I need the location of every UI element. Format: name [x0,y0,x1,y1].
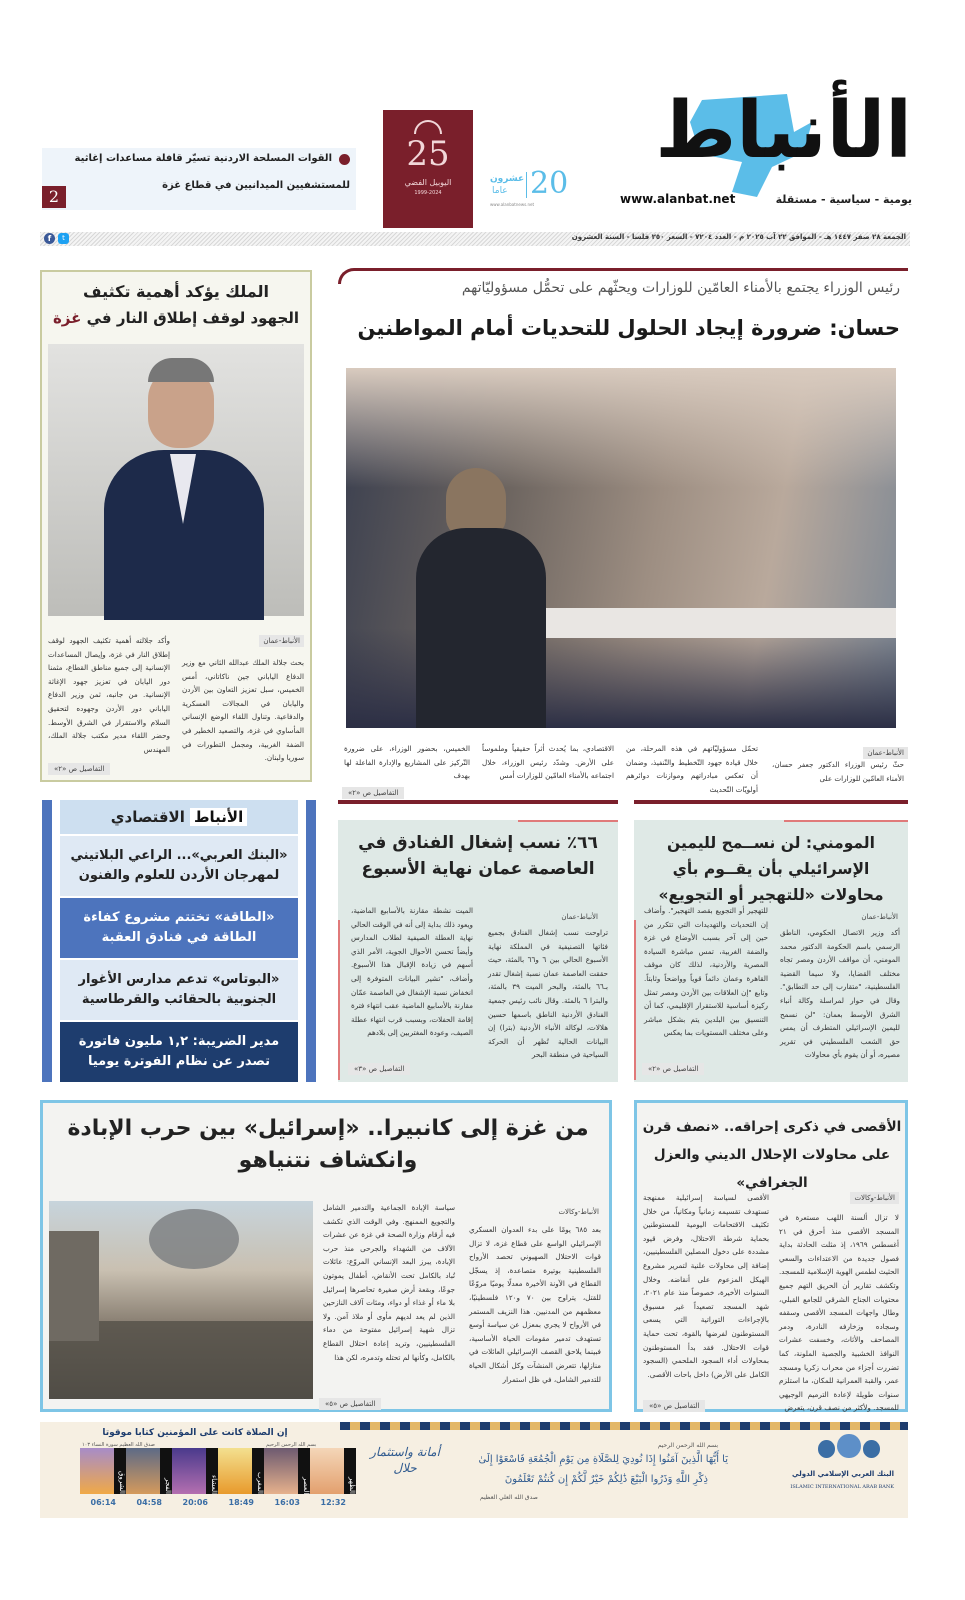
king-headline-highlight: غزة [52,309,82,327]
calligraphy-logo: أمانة واستثمار حلال [370,1445,440,1475]
jubilee-emblem [383,110,473,228]
hotels-headline[interactable]: ٦٦٪ نسب إشغال الفنادق في العاصمة عمان نهاية الأسبوع [358,833,598,879]
momani-source-tag: الأنباط-عمان [861,913,898,921]
momani-details-link[interactable]: التفاصيل ص «٢» [642,1056,704,1075]
gaza-col-right: بعد ٦٨٥ يومًا على بدء العدوان العسكري الإسرائيلي الواسع على قطاع غزة، لا تزال قوات الاحتلال الصهيوني تحصد الأرواح الفلسطينية بوتيرة متصاعدة، إذ يسجّل القطاع في الآونة الأخيرة معدلًا يوميًا مروّعًا للقتل، يتراوح بين ٧٠ و١٢٠ فلسطينيًا، معظمهم من المدنيين. هذا النزيف المستمر في الأرواح لا يجري بمعزل عن سياسة أوسع تستهدف تدمير مقومات الحياة الأساسية، فبينما يلاحق القصف الإسرائيلي العائلات في منازلها، تتعرض المنشآت وكل أشكال الحياة للتدمير الشامل، في ظل استمرار [469,1225,601,1384]
hotels-col-left: الميت نشطة مقارنة بالأسابيع الماضية، ويعود ذلك بداية إلى أنه في الوقت الحالي نهاية العطلة الصيفية لطلاب المدارس وأيضاً تحسن الأحوال الجوية، الأمر الذي أسهم في زيادة الإقبال هذا الأسبوع. وأضاف، "تشير البيانات المتوفرة إلى انخفاض نسبة الإشغال في العاصمة عمّان مقارنة بالأسابيع الماضية عقب انتهاء فترة إقامة الحفلات، وبسبب قرب انتهاء عطلة الصيف، وعودة المغتربين إلى بلادهم [351,906,473,1038]
section-rule [634,800,908,804]
issue-line: الجمعة ٢٨ صفر ١٤٤٧ هـ - الموافق ٢٢ آب ٢٠٢٥ م - العدد ٧٢٠٤ - السعر ٢٥٠ فلسا - السنة العشرون [571,233,906,241]
economy-item-3[interactable] [60,960,298,1020]
twitter-icon[interactable]: t [58,233,69,244]
king-headline-text: الجهود لوقف إطلاق النار في [86,309,300,327]
economy-title: الاقتصادي [110,808,185,826]
verse-line-1: يَا أَيُّهَا الَّذِينَ آمَنُوا إِذَا نُودِيَ لِلصَّلَاةِ مِن يَوْمِ الْجُمُعَةِ فَاسْعَوْا إِلَىٰ [478,1454,728,1465]
aqsa-col-left: الأقصى لسياسة إسرائيلية ممنهجة تستهدف تقسيمه زمانياً ومكانياً، من خلال تكثيف الاقتحامات اليومية للمستوطنين بحماية شرطة الاحتلال، وفرض قيود مشددة على دخول المصلين الفلسطينيين، إضافة إلى محاولات علنية لتمرير مشروع الهيكل المزعوم على أنقاضه. وخلال السنوات الأخيرة، خصوصاً منذ عام ٢٠٢١، شهد المسجد تصعيداً غير مسبوق بالإجراءات التوراتية التي يسعى المستوطنون لفرضها بالقوة، تحت حماية قوات الاحتلال. فقد بدأ المستوطنون بمحاولات أداء السجود الملحمي (السجود الكامل على الأرض) داخل باحات الأقصى. [643,1193,769,1379]
economy-side-bar [42,800,52,1082]
prayer-time: 20:06 [182,1498,208,1507]
prayer-time: 04:58 [136,1498,162,1507]
economy-logo: الأنباط [190,808,247,826]
aqsa-col-right: لا تزال ألسنة اللهب مستعرة في المسجد الأقصى منذ أحرق في ٢١ أغسطس ١٩٦٩، إذ مثلت الحادثة بداية فصول جديدة من الاعتداءات والسعي الحثيث لطمس الهوية الإسلامية للمسجد. وتكشف تقارير أن الحريق التهم جميع محتويات الجناح الشرقي للجامع القبلي، وطال واجهات المسجد الأقصى وسقفه وسجاده وزخارفه النادرة، ودمر المصاحف والأثاث، وخسفت عشرات النوافذ الخشبية والجصية الملونة، كما تضررت أجزاء من محراب زكريا ومسجد عمر، والقبة العمرانية للمكان، ما استلزم سنوات طويلة لإعادة الترميم الوجيهي للمسجد. ولأكثر من نصف قرن، يتعرض [779,1213,899,1413]
prayer-time: 16:03 [274,1498,300,1507]
accent-line [784,820,908,822]
crown-icon [414,120,442,134]
anniversary-label-2: عاما [492,186,508,196]
verse-basmala: بسم الله الرحمن الرحيم [657,1442,718,1449]
website-link[interactable]: www.alanbat.net [620,192,736,206]
aqsa-source-tag: الأنباط-وكالات [850,1185,899,1204]
prayer-basmala: بسم الله الرحمن الرحيم [266,1442,317,1448]
logo-text: الأنباط [655,86,912,176]
prayer-isha [172,1448,218,1507]
prayer-time: 18:49 [228,1498,254,1507]
lead-photo[interactable] [346,368,896,728]
prayer-time: 06:14 [90,1498,116,1507]
lead-col-1: حثّ رئيس الوزراء الدكتور جعفر حسان، الأمناء العامّين للوزارات على [772,760,904,783]
prayer-fajr [126,1448,172,1507]
prayer-name: المغرب [252,1448,264,1494]
hotels-source-tag: الأنباط-عمان [561,913,598,921]
prayer-ad[interactable] [40,1422,908,1518]
prayer-name: الفجر [160,1448,172,1494]
ornament-border [340,1422,908,1430]
prayer-maghrib [218,1448,264,1507]
momani-col-left: للتهجير أو التجويع بقصد التهجير". وأضاف إن التحديات والتهديدات التي تتكرر من حين إلى آخر بسبب الأوضاع في غزة والضفة الغربية، تمس مباشرة السيادة المصرية والأردنية، لذلك كان موقف القاهرة وعمان دائماً قوياً وواضحاً وثابتاً. وتابع "إن العلاقات بين الأردن ومصر تمثل ركيزة أساسية للاستقرار الإقليمي، كما أن التنسيق بين البلدين يتم بشكل مباشر وعلى مختلف المستويات بما يعكس [644,906,768,1038]
king-details-link[interactable]: التفاصيل ص «٢» [48,756,110,775]
bullet-icon [339,154,350,165]
gaza-photo[interactable] [49,1201,313,1399]
bank-name-ar: البنك العربي الإسلامي الدولي [792,1470,894,1478]
economy-side-bar-right [306,800,316,1082]
divider [526,172,527,198]
prayer-times-strip [80,1448,356,1508]
king-photo[interactable] [48,344,304,616]
prayer-name: الظهر [344,1448,356,1494]
economy-item-text: مدير الضريبة: ١,٢ مليون فاتورة تصدر عن نظام الفوترة يوميا [78,1034,280,1069]
lead-source-tag: الأنباط-عمان [863,740,908,759]
newspaper-logo[interactable] [582,86,912,197]
bank-name-en: ISLAMIC INTERNATIONAL ARAB BANK [790,1484,894,1490]
gaza-headline[interactable]: من غزة إلى كانبيرا.. «إسرائيل» بين حرب الإبادة وانكشاف نتنياهو [67,1116,589,1173]
teaser-box[interactable] [42,148,356,210]
section-rule [338,800,618,804]
verse-closing: صدق الله العلي العظيم [480,1494,538,1501]
hotels-details-link[interactable]: التفاصيل ص «٣» [348,1056,410,1075]
economy-item-text: «الطاقة» تختتم مشروع كفاءة الطاقة في فنادق العقبة [83,910,275,945]
jubilee-caption: اليوبيل الفضي [404,178,452,187]
king-source-tag: الأنباط-عمان [259,628,304,647]
aqsa-headline[interactable]: الأقصى في ذكرى إحراقه.. «نصف قرن على محاولات الإحلال الديني والعزل الجغرافي» [642,1119,902,1191]
teaser-line-2: للمستشفيين الميدانيين في قطاع غزة [162,180,350,191]
bank-emblem-icon [818,1434,880,1464]
anniversary-site: www.alanbatnews.net [490,202,535,207]
lead-story [338,268,908,798]
economy-item-text: «البنك العربي»... الراعي البلاتيني لمهرجان الأردن للعلوم والفنون [70,848,288,883]
economy-item-4[interactable] [60,1022,298,1082]
momani-headline[interactable]: المومني: لن نســمح لليمين الإسرائيلي بأن يقــوم بأي محاولات «للتهجير أو التجويع» [658,834,884,904]
teaser-page-number[interactable]: 2 [42,186,66,208]
tagline: يومية - سياسية - مستقلة [775,193,912,206]
jubilee-years: 1999-2024 [414,190,442,196]
smoke-plume [149,1209,239,1269]
prayer-title: إن الصلاة كانت على المؤمنين كتابا موقوتا [102,1428,288,1438]
prayer-name: الشروق [114,1448,126,1494]
lead-kicker: رئيس الوزراء يجتمع بالأمناء العامّين للوزارات ويحثّهم على تحمُّل مسؤوليّاتهم [461,280,900,296]
economy-item-2[interactable] [60,898,298,958]
anniversary-label-1: عشرون [490,174,525,184]
lead-col-4: الخميس، بحضور الوزراء، على ضرورة التّركيز على المشاريع والإدارة الفاعلة لها بهدف [344,744,470,781]
economy-item-1[interactable] [60,836,298,896]
gaza-col-left: سياسة الإبادة الجماعية والتدمير الشامل والتجويع الممنهج. وفي الوقت الذي تكشف فيه أرقام وزارة الصحة في غزة عن عشرات الآلاف من الشهداء والجرحى منذ حرب الإبادة، يبرز البعد الإنساني المروّع: عائلات تُباد بالكامل تحت الأنقاض، أطفال يموتون جوعًا، وبقعة أرض صغيرة تحاصرها إسرائيل بلا ماء أو غذاء أو دواء، ومئات آلاف النازحين الذين لم يعد لديهم مأوى أو ملاذ آمن. ولا تزال شهية إسرائيل مفتوحة من دماء الفلسطينيين، وتريد إعادة احتلال القطاع بالكامل، وكأنها لم تحتله وتدمره، لكن هذا [323,1203,455,1362]
teaser-line-1: القوات المسلحة الاردنية تسيّر قافلة مساعدات إغاثية [74,153,332,164]
king-col-right: بحث جلالة الملك عبدالله الثاني مع وزير الدفاع الياباني جين ناكاتاني، أمس الخميس، سبل تعزيز التعاون بين الأردن واليابان في المجالات العسكرية والدفاعية. وتناول اللقاء الوضع الإنساني المأساوي في غزة، والتصعيد الخطير في الضفة الغربية، ومجمل التطورات في سوريا ولبنان. [182,658,304,763]
prayer-name: العشاء [206,1448,218,1494]
economy-item-text: «البوتاس» تدعم مدارس الأغوار الجنوبية بالحقائب والقرطاسية [78,972,280,1007]
gaza-source-tag: الأنباط-وكالات [558,1208,599,1216]
lead-col-2: تحمّل مسؤوليّاتهم في هذه المرحلة، من خلال قيادة جهود التّخطيط والتّنفيذ، وضمان أن تعكس مبادراتهم وموازنات دوائرهم أولويّات التّحديث [626,744,758,794]
king-headline-1[interactable]: الملك يؤكد أهمية تكثيف [83,282,269,301]
hotels-story [338,800,618,1082]
lead-headline[interactable]: حسان: ضرورة إيجاد الحلول للتحديات أمام المواطنين [357,316,900,340]
king-headline-2[interactable] [42,306,310,330]
hotels-col-right: تراوحت نسب إشغال الفنادق بجميع فئاتها التصنيفية في المملكة نهاية الأسبوع الحالي بين ٦ و٦٦ بالمئة، حيث حققت العاصمة عمان نسبة إشغال تقدر بـ٦٦ بالمئة، والبحر الميت ٣٩ بالمئة، والبترا ٦ بالمئة. وقال نائب رئيس جمعية الفنادق الأردنية الناطق باسمها حسين هلالات، لوكالة الأنباء الأردنية (بترا) إن البيانات الحالية تُظهر أن الحركة السياحية في منطقة البحر [488,928,608,1060]
aqsa-story [634,1100,908,1412]
gaza-story [40,1100,612,1412]
accent-line [518,820,618,822]
momani-story [634,800,908,1082]
king-story [40,270,312,782]
economy-box [42,800,316,1082]
prayer-time: 12:32 [320,1498,346,1507]
economy-header [60,800,298,834]
prayer-name: العصر [298,1448,310,1494]
masthead [0,0,965,260]
jubilee-number: 25 [406,134,450,174]
accent-line [338,920,340,1080]
date-strip [40,232,910,246]
verse-line-2: ذِكْرِ اللَّهِ وَذَرُوا الْبَيْعَ ذَٰلِكُمْ خَيْرٌ لَّكُمْ إِن كُنتُمْ تَعْلَمُونَ [504,1474,708,1485]
anniversary-badge [490,166,572,210]
king-col-left: وأكد جلالته أهمية تكثيف الجهود لوقف إطلاق النار في غزة، وإيصال المساعدات الإنسانية إلى جميع مناطق القطاع، مثمنا دور اليابان في تعزيز جهود الإغاثة الإنسانية. من جانبه، ثمن وزير الدفاع الياباني دور الأردن وجهوده لتحقيق السلام والاستقرار في الشرق الأوسط. وحضر اللقاء مدير مكتب جلالة الملك، المهندس [48,636,170,754]
accent-line [634,920,636,1080]
aqsa-details-link[interactable]: التفاصيل ص «٥» [643,1393,705,1412]
lead-col-3: الاقتصادي، بما يُحدث أثراً حقيقياً وملموساً على الأرض. وشدّد رئيس الوزراء، خلال اجتماعه بالأمناء العامّين للوزارات أمس [482,744,614,781]
gaza-details-link[interactable]: التفاصيل ص «٥» [319,1391,381,1410]
lead-details-link[interactable]: التفاصيل ص «٢» [342,780,404,799]
prayer-sunrise [80,1448,126,1507]
prayer-asr [264,1448,310,1507]
facebook-icon[interactable]: f [44,233,55,244]
prayer-verse-ref: صدق الله العظيم سورة النساء ١٠٣ [82,1442,155,1448]
prayer-dhuhr [310,1448,356,1507]
anniversary-number: 20 [530,166,569,201]
momani-col-right: أكد وزير الاتصال الحكومي، الناطق الرسمي باسم الحكومة الدكتور محمد المومني، أن مواقف الأردن ومصر تجاه مختلف القضايا، ولا سيما القضية الفلسطينية، "متقارب إلى حد التطابق". وقال في حوار لمراسلة وكالة أنباء الشرق الأوسط بعمان: "لن نسمح لليمين الإسرائيلي المتطرف أن يمس حق الشعب الفلسطيني في تقرير مصيره، أو أن يقوم بأي محاولات [780,928,900,1060]
